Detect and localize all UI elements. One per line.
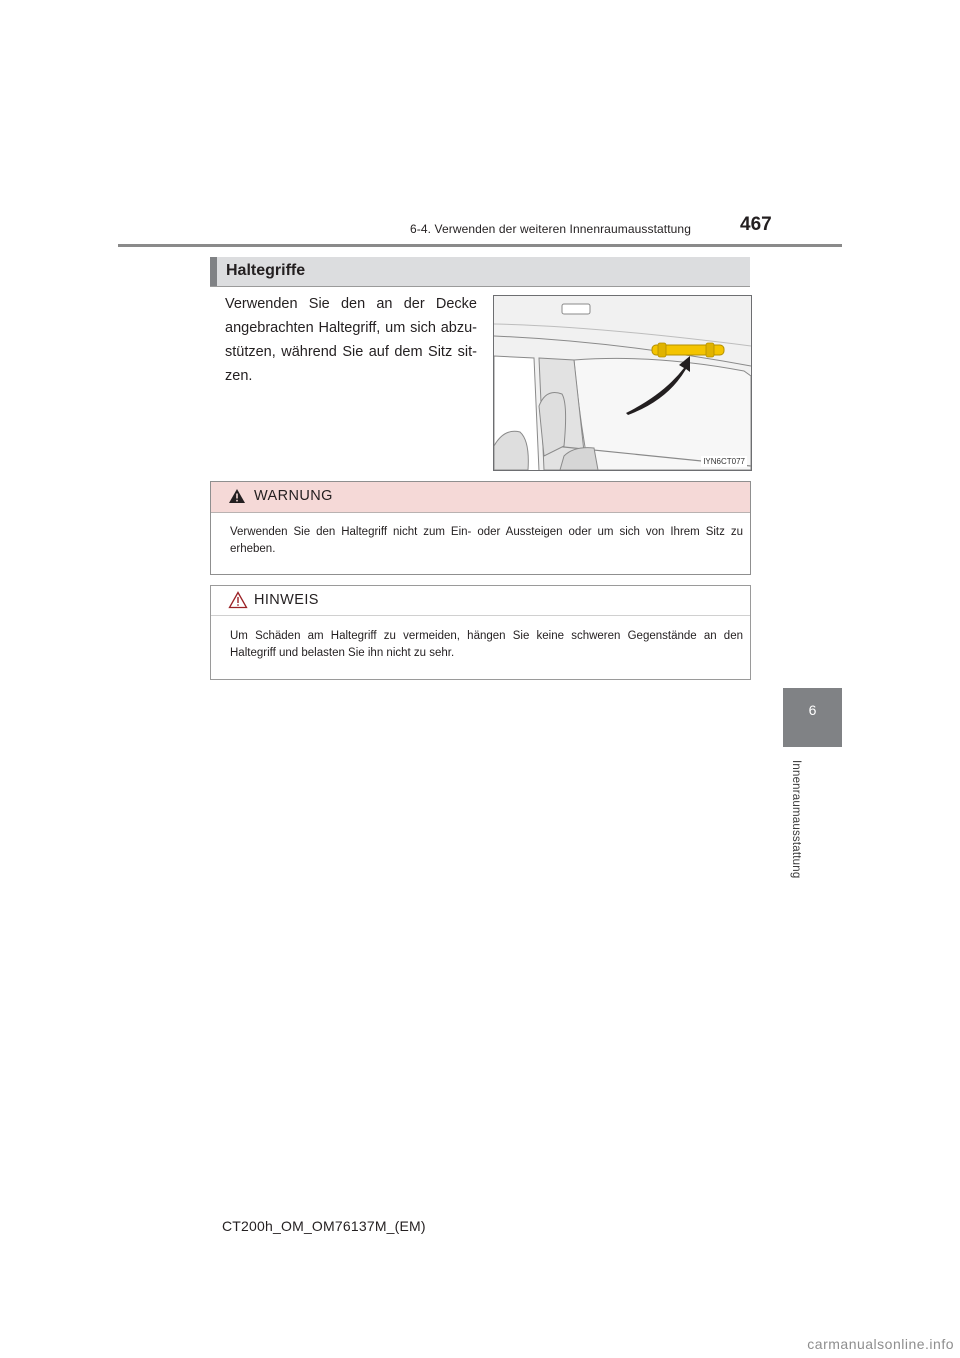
assist-grip-illustration (493, 295, 752, 471)
car-interior-drawing (494, 296, 751, 470)
page-number: 467 (740, 214, 772, 235)
watermark-link[interactable]: carmanualsonline.info (807, 1336, 954, 1352)
warning-text: Verwenden Sie den Haltegriff nicht zum Ein- oder Aussteigen oder um sich von Ihrem Sitz zu erheben. (230, 526, 743, 555)
section-title: Haltegriffe (226, 262, 306, 279)
chapter-number: 6 (808, 702, 817, 718)
notice-title: HINWEIS (254, 592, 319, 608)
notice-box (210, 585, 751, 680)
chapter-tab[interactable] (783, 688, 842, 747)
figure-code: IYN6CT077 (703, 457, 745, 466)
notice-text: Um Schäden am Haltegriff zu vermeiden, hängen Sie keine schweren Gegenstände an den Haltegriff und belasten Sie ihn nicht zu sehr. (230, 630, 743, 659)
notice-header (211, 586, 750, 616)
warning-box (210, 481, 751, 575)
warning-triangle-icon (228, 488, 246, 504)
warning-header (211, 482, 750, 513)
chapter-side-label: Innenraumausstattung (790, 760, 802, 879)
section-body-text: Verwenden Sie den an der Decke angebrachten Haltegriff, um sich abzu-stützen, während Sie auf dem Sitz sit-zen. (225, 296, 477, 384)
caution-triangle-icon (228, 591, 248, 609)
header-rule (118, 244, 842, 247)
running-header: 6-4. Verwenden der weiteren Innenraumausstattung (410, 222, 691, 236)
warning-title: WARNUNG (254, 488, 333, 504)
section-accent (210, 257, 217, 286)
footer-document-code: CT200h_OM_OM76137M_(EM) (222, 1218, 426, 1234)
section-heading-bar (210, 257, 750, 287)
